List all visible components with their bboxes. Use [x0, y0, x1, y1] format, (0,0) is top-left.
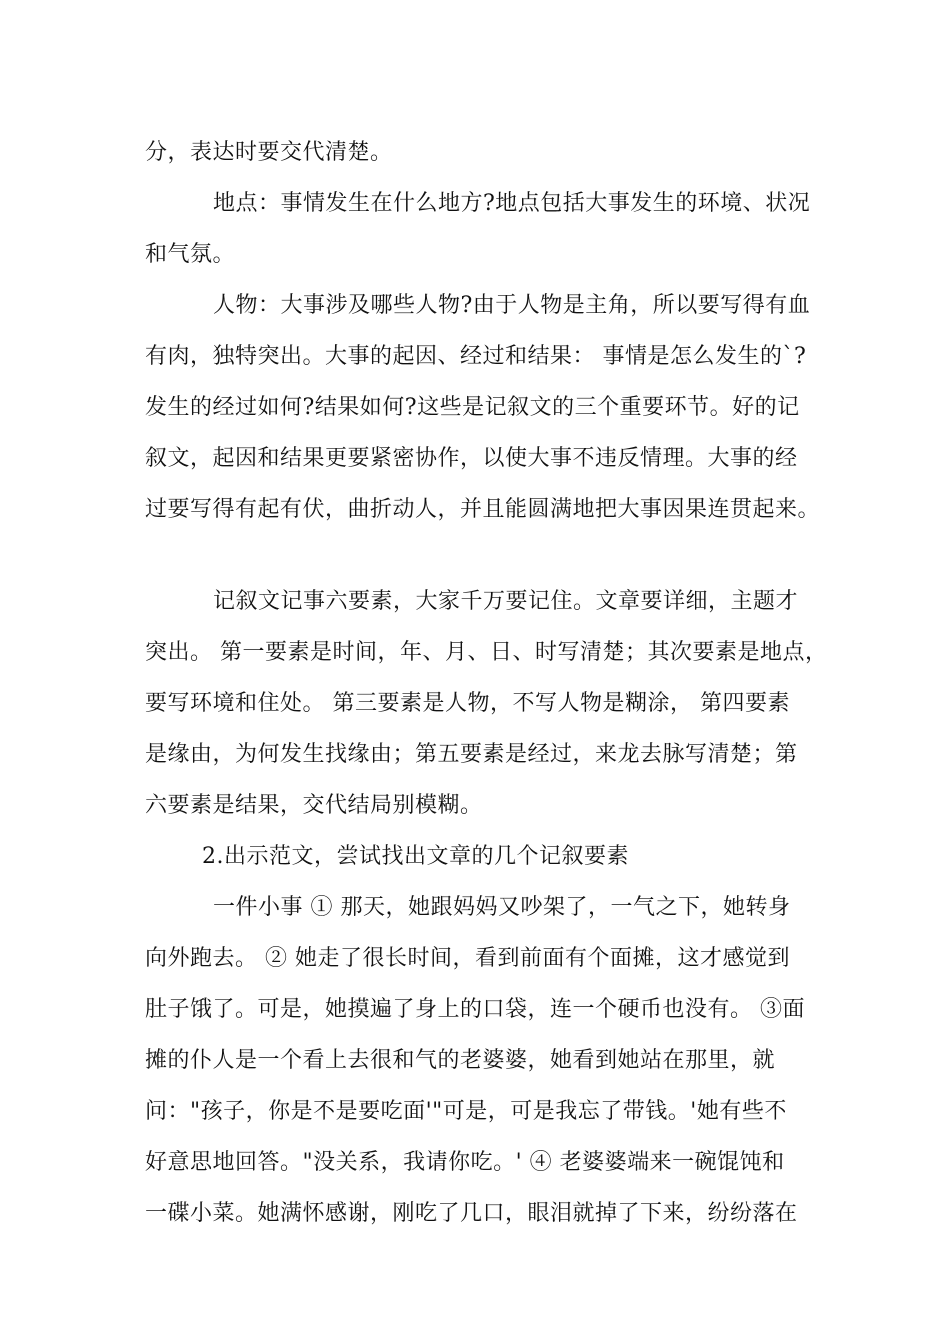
- text-line: 肚子饿了。可是，她摸遍了身上的口袋，连一个硬币也没有。 ③面: [145, 997, 805, 1022]
- text-line: 突出。 第一要素是时间，年、月、日、时写清楚；其次要素是地点，: [145, 640, 828, 665]
- text-line: 有肉，独特突出。大事的起因、经过和结果： 事情是怎么发生的`?: [145, 344, 807, 369]
- text-line-characters: 人物：大事涉及哪些人物?由于人物是主角，所以要写得有血: [213, 293, 811, 318]
- text-line-six-elements-intro: 记叙文记事六要素，大家千万要记住。文章要详细，主题才: [213, 589, 799, 614]
- text-line: 一碟小菜。她满怀感谢，刚吃了几口，眼泪就掉了下来，纷纷落在: [145, 1201, 798, 1226]
- text-block-elements: [145, 127, 825, 535]
- text-line: 向外跑去。 ② 她走了很长时间，看到前面有个面摊，这才感觉到: [145, 946, 790, 971]
- text-line: 好意思地回答。"没关系，我请你吃。' ④ 老婆婆端来一碗馄饨和: [145, 1150, 785, 1175]
- text-line: 过要写得有起有伏，曲折动人，并且能圆满地把大事因果连贯起来。: [145, 497, 821, 522]
- text-line: 和气氛。: [145, 242, 236, 267]
- text-line: 发生的经过如何?结果如何?这些是记叙文的三个重要环节。好的记: [145, 395, 800, 420]
- text-line: 叙文，起因和结果更要紧密协作，以使大事不违反情理。大事的经: [145, 446, 798, 471]
- text-line-location: 地点：事情发生在什么地方?地点包括大事发生的环境、状况: [213, 191, 811, 216]
- text-line: 要写环境和住处。 第三要素是人物，不写人物是糊涂， 第四要素: [145, 691, 790, 716]
- text-line: 六要素是结果，交代结局别模糊。: [145, 793, 483, 818]
- text-line: 摊的仆人是一个看上去很和气的老婆婆，她看到她站在那里，就: [145, 1048, 776, 1073]
- text-block-six-elements: [145, 576, 828, 1239]
- text-line-section-heading: 2.出示范文，尝试找出文章的几个记叙要素: [202, 844, 629, 869]
- text-line: 问："孩子，你是不是要吃面'"可是，可是我忘了带钱。'她有些不: [145, 1099, 787, 1124]
- text-line: 分，表达时要交代清楚。: [145, 140, 393, 165]
- text-line-example-start: 一件小事 ① 那天，她跟妈妈又吵架了，一气之下，她转身: [213, 895, 791, 920]
- text-line: 是缘由，为何发生找缘由；第五要素是经过，来龙去脉写清楚；第: [145, 742, 798, 767]
